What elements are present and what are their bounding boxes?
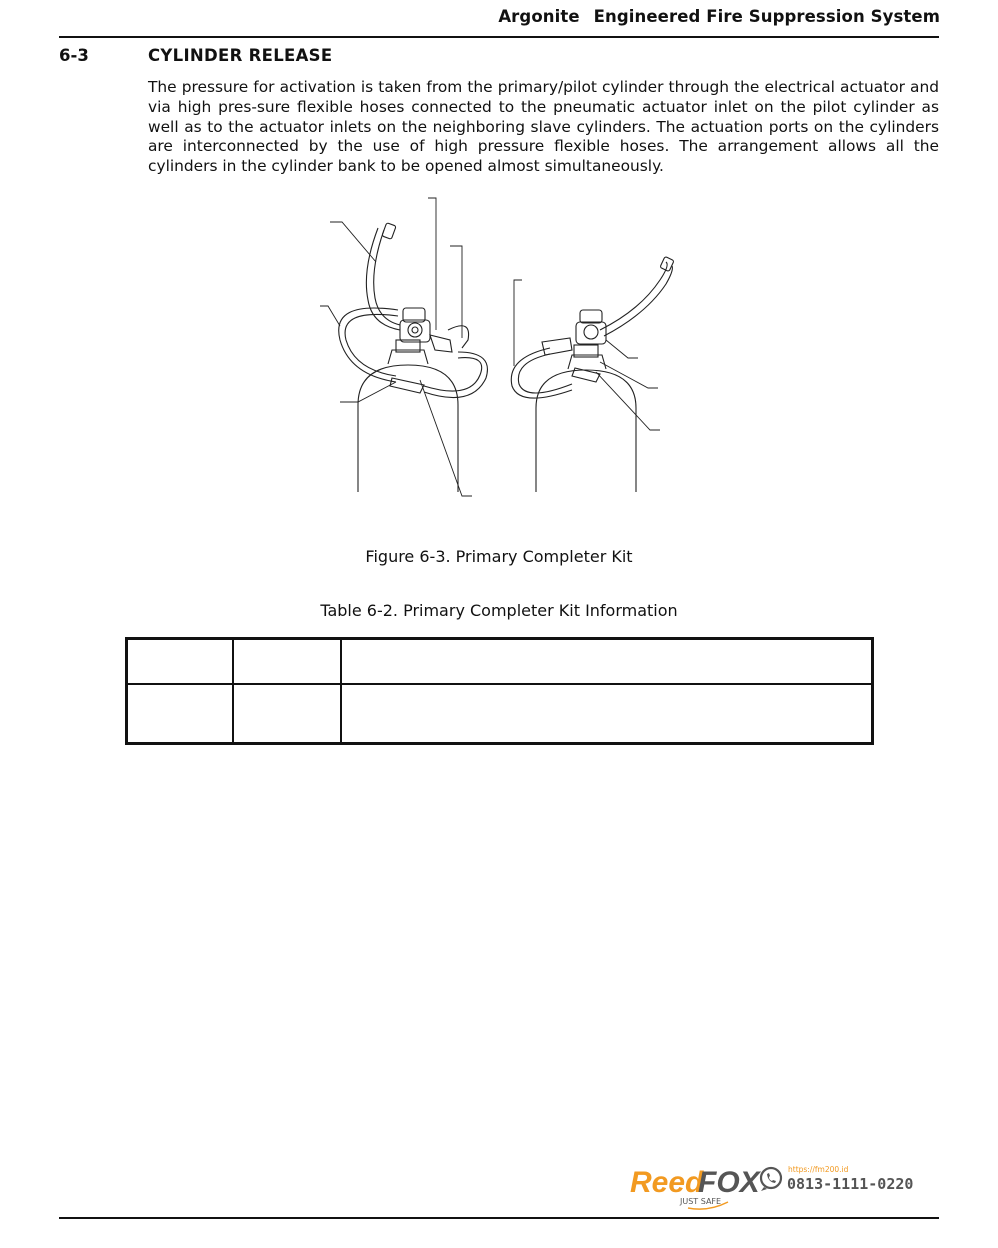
- table-caption: Table 6-2. Primary Completer Kit Information: [320, 601, 678, 620]
- table-cell: [341, 684, 873, 744]
- logo-brand-left: Reed: [630, 1166, 704, 1199]
- section-title: CYLINDER RELEASE: [148, 46, 333, 65]
- running-header: [498, 7, 940, 26]
- table-row: [127, 684, 873, 744]
- header-title: Engineered Fire Suppression System: [593, 7, 940, 26]
- table-cell: [341, 639, 873, 685]
- table-row: [127, 639, 873, 685]
- footer-rule: [59, 1217, 939, 1219]
- section-number: 6-3: [59, 46, 89, 65]
- logo-url: https://fm200.id: [788, 1165, 849, 1174]
- header-rule: [59, 36, 939, 38]
- logo-tagline: JUST SAFE: [680, 1197, 722, 1206]
- kit-information-table: [125, 637, 874, 745]
- right-cylinder: [511, 256, 674, 492]
- section-body: The pressure for activation is taken from the primary/pilot cylinder through the electrical actuator and via high pres-sure flexible hoses connected to the pneumatic actuator inlet on the pilot cylinder as well as to the actuator inlets on the neighboring slave cylinders. The actuation ports on the cylinders are interconnected by the use of high pressure flexible hoses. The arrangement allows all the cylinders in the cylinder bank to be opened almost simultaneously.: [148, 78, 939, 176]
- primary-completer-kit-figure: [300, 190, 680, 510]
- reedfox-watermark-logo: [628, 1158, 914, 1214]
- whatsapp-icon: [761, 1168, 781, 1191]
- header-brand: Argonite: [498, 7, 580, 26]
- left-cylinder: [339, 223, 488, 492]
- logo-phone: 0813-1111-0220: [787, 1175, 914, 1193]
- table-cell: [233, 639, 341, 685]
- logo-brand-right: FOX: [698, 1166, 760, 1199]
- table-cell: [127, 684, 233, 744]
- table-cell: [127, 639, 233, 685]
- leader-lines: [320, 198, 660, 496]
- figure-caption: Figure 6-3. Primary Completer Kit: [365, 547, 633, 566]
- table-cell: [233, 684, 341, 744]
